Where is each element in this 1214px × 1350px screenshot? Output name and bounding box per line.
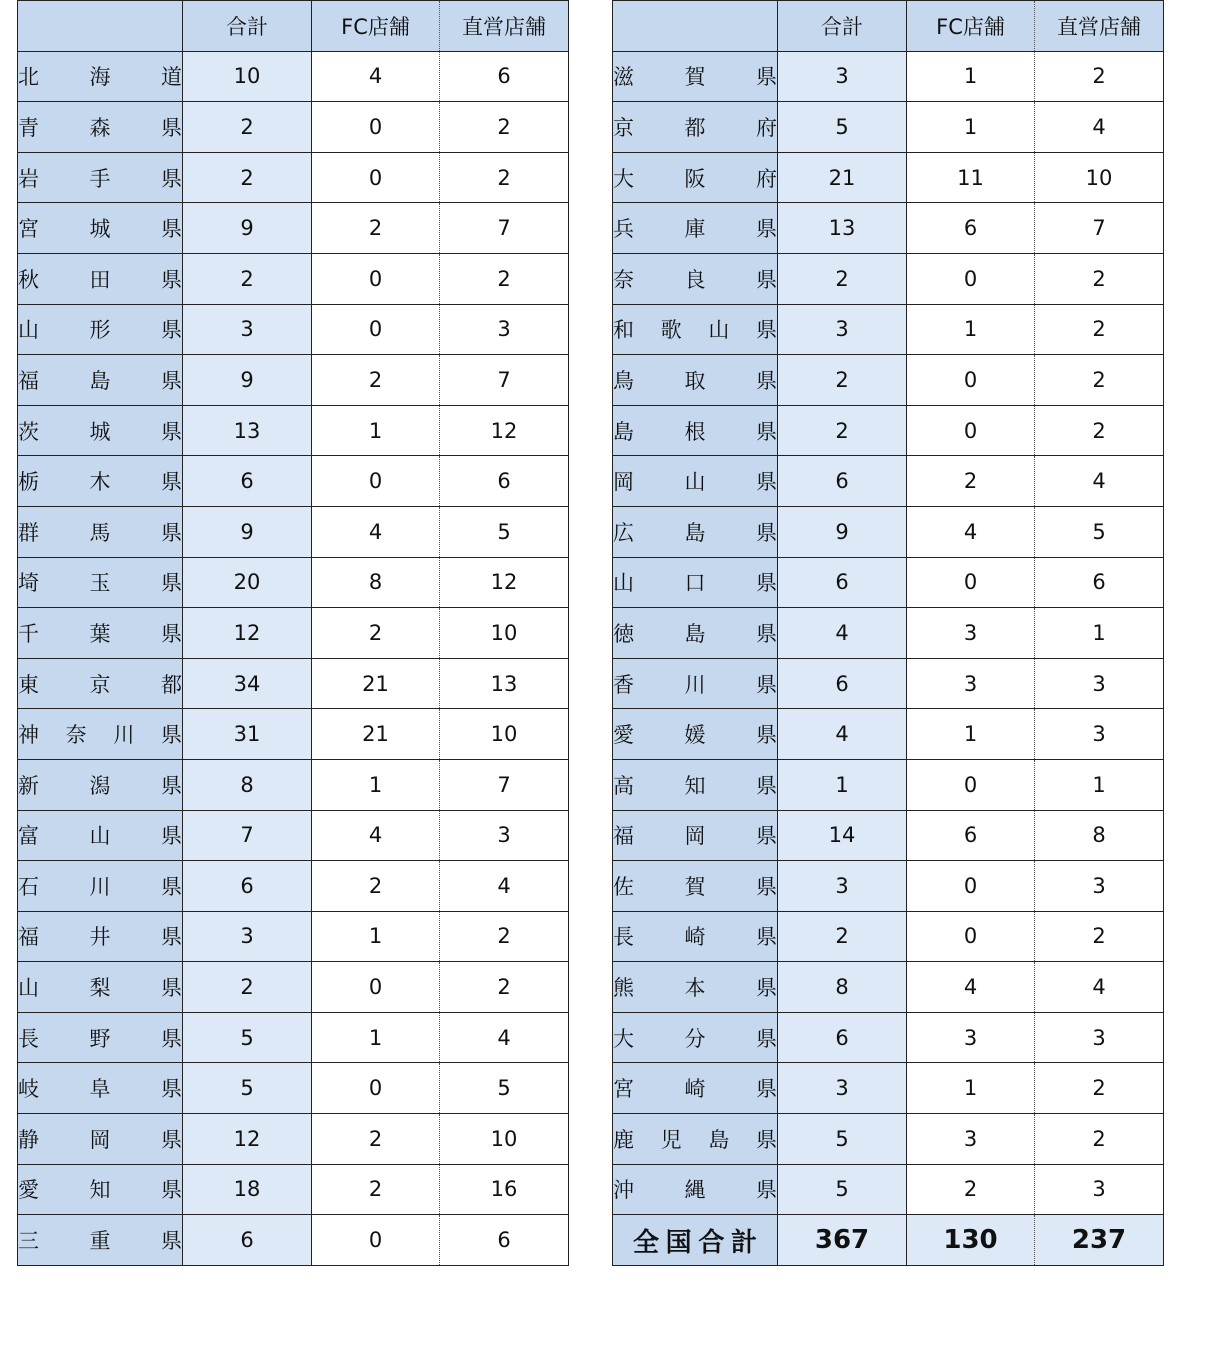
direct-count: 1 [1035,608,1164,659]
table-row [18,709,569,760]
prefecture-name: 青森県 [18,102,183,153]
total-count: 4 [778,709,907,760]
total-count: 6 [183,1215,312,1266]
direct-count: 4 [440,861,569,912]
table-row [18,1012,569,1063]
total-count: 5 [778,1114,907,1165]
total-count: 3 [778,861,907,912]
table-row [613,51,1164,102]
prefecture-name: 静岡県 [18,1114,183,1165]
prefecture-name: 和歌山県 [613,304,778,355]
direct-count: 3 [1035,709,1164,760]
total-count: 10 [183,51,312,102]
prefecture-name: 香川県 [613,658,778,709]
fc-count: 0 [312,304,440,355]
table-row [18,203,569,254]
total-count: 5 [778,1164,907,1215]
direct-count: 3 [1035,861,1164,912]
fc-count: 2 [312,1114,440,1165]
direct-count: 10 [440,1114,569,1165]
total-count: 18 [183,1164,312,1215]
direct-count: 2 [440,911,569,962]
table-row [613,152,1164,203]
total-count: 2 [778,911,907,962]
total-count: 6 [778,557,907,608]
header-direct: 直営店舗 [440,1,569,52]
table-row [18,1164,569,1215]
grand-total-row [613,1215,1164,1266]
prefecture-name: 徳島県 [613,608,778,659]
prefecture-name: 神奈川県 [18,709,183,760]
fc-count: 4 [907,962,1035,1013]
table-row [613,405,1164,456]
table-row [613,709,1164,760]
header-row [613,1,1164,52]
total-count: 8 [778,962,907,1013]
prefecture-name: 新潟県 [18,759,183,810]
table-row [613,608,1164,659]
prefecture-name: 広島県 [613,506,778,557]
direct-count: 7 [1035,203,1164,254]
fc-count: 0 [907,861,1035,912]
grand-total-count: 367 [778,1215,907,1266]
table-row [613,203,1164,254]
total-count: 14 [778,810,907,861]
table-row [613,355,1164,406]
table-row [18,152,569,203]
prefecture-name: 岡山県 [613,456,778,507]
fc-count: 11 [907,152,1035,203]
total-count: 20 [183,557,312,608]
total-count: 21 [778,152,907,203]
fc-count: 0 [312,1215,440,1266]
total-count: 3 [778,51,907,102]
fc-count: 1 [907,1063,1035,1114]
direct-count: 7 [440,355,569,406]
direct-count: 16 [440,1164,569,1215]
direct-count: 4 [1035,962,1164,1013]
prefecture-name: 岐阜県 [18,1063,183,1114]
header-name [18,1,183,52]
total-count: 2 [778,405,907,456]
direct-count: 2 [440,152,569,203]
header-fc: FC店舗 [312,1,440,52]
prefecture-name: 福岡県 [613,810,778,861]
total-count: 2 [778,355,907,406]
grand-total-fc: 130 [907,1215,1035,1266]
table-row [613,557,1164,608]
direct-count: 2 [1035,51,1164,102]
direct-count: 2 [1035,1114,1164,1165]
table-row [18,405,569,456]
header-direct: 直営店舗 [1035,1,1164,52]
direct-count: 5 [440,506,569,557]
prefecture-name: 大阪府 [613,152,778,203]
prefecture-name: 沖縄県 [613,1164,778,1215]
prefecture-name: 茨城県 [18,405,183,456]
direct-count: 5 [440,1063,569,1114]
total-count: 12 [183,608,312,659]
fc-count: 0 [312,962,440,1013]
fc-count: 1 [907,304,1035,355]
total-count: 13 [183,405,312,456]
header-row [18,1,569,52]
direct-count: 3 [1035,1012,1164,1063]
table-row [18,658,569,709]
fc-count: 2 [907,456,1035,507]
header-name [613,1,778,52]
total-count: 8 [183,759,312,810]
total-count: 6 [778,658,907,709]
table-row [18,810,569,861]
direct-count: 3 [1035,658,1164,709]
total-count: 5 [183,1012,312,1063]
fc-count: 2 [312,608,440,659]
prefecture-name: 奈良県 [613,253,778,304]
total-count: 6 [778,456,907,507]
direct-count: 2 [1035,1063,1164,1114]
prefecture-name: 千葉県 [18,608,183,659]
direct-count: 7 [440,759,569,810]
grand-total-label: 全国合計 [613,1215,778,1266]
store-table-right [612,0,1164,1266]
total-count: 2 [183,253,312,304]
total-count: 3 [183,911,312,962]
fc-count: 6 [907,203,1035,254]
total-count: 9 [778,506,907,557]
direct-count: 10 [440,709,569,760]
fc-count: 0 [907,355,1035,406]
prefecture-name: 山梨県 [18,962,183,1013]
fc-count: 1 [312,405,440,456]
table-row [18,355,569,406]
fc-count: 2 [312,203,440,254]
table-row [613,1063,1164,1114]
table-row [18,608,569,659]
direct-count: 6 [440,1215,569,1266]
total-count: 2 [778,253,907,304]
direct-count: 7 [440,203,569,254]
total-count: 4 [778,608,907,659]
fc-count: 1 [312,1012,440,1063]
total-count: 5 [183,1063,312,1114]
store-table-left [17,0,569,1266]
table-row [18,1063,569,1114]
direct-count: 1 [1035,759,1164,810]
fc-count: 21 [312,658,440,709]
prefecture-name: 鳥取県 [613,355,778,406]
fc-count: 4 [907,506,1035,557]
direct-count: 2 [440,253,569,304]
prefecture-name: 滋賀県 [613,51,778,102]
table-row [613,506,1164,557]
table-row [613,810,1164,861]
fc-count: 0 [907,405,1035,456]
prefecture-name: 京都府 [613,102,778,153]
total-count: 1 [778,759,907,810]
table-row [18,861,569,912]
direct-count: 4 [1035,102,1164,153]
direct-count: 2 [440,962,569,1013]
prefecture-name: 三重県 [18,1215,183,1266]
prefecture-name: 熊本県 [613,962,778,1013]
fc-count: 0 [312,102,440,153]
header-total: 合計 [778,1,907,52]
table-row [613,456,1164,507]
fc-count: 6 [907,810,1035,861]
total-count: 2 [183,962,312,1013]
total-count: 3 [183,304,312,355]
fc-count: 3 [907,658,1035,709]
direct-count: 8 [1035,810,1164,861]
table-row [613,304,1164,355]
prefecture-name: 群馬県 [18,506,183,557]
total-count: 9 [183,355,312,406]
prefecture-name: 長崎県 [613,911,778,962]
fc-count: 0 [312,152,440,203]
direct-count: 4 [440,1012,569,1063]
prefecture-name: 山形県 [18,304,183,355]
table-row [18,759,569,810]
table-row [18,962,569,1013]
total-count: 6 [778,1012,907,1063]
direct-count: 6 [1035,557,1164,608]
fc-count: 3 [907,608,1035,659]
table-row [18,456,569,507]
table-row [18,1114,569,1165]
prefecture-name: 宮崎県 [613,1063,778,1114]
direct-count: 2 [1035,253,1164,304]
table-row [18,557,569,608]
fc-count: 1 [907,102,1035,153]
fc-count: 0 [312,456,440,507]
grand-total-direct: 237 [1035,1215,1164,1266]
total-count: 31 [183,709,312,760]
table-row [613,1114,1164,1165]
prefecture-name: 山口県 [613,557,778,608]
direct-count: 5 [1035,506,1164,557]
fc-count: 0 [312,1063,440,1114]
total-count: 6 [183,861,312,912]
direct-count: 12 [440,405,569,456]
total-count: 6 [183,456,312,507]
fc-count: 0 [907,759,1035,810]
direct-count: 2 [1035,405,1164,456]
direct-count: 10 [1035,152,1164,203]
direct-count: 2 [440,102,569,153]
table-row [613,962,1164,1013]
table-row [18,911,569,962]
fc-count: 1 [907,51,1035,102]
direct-count: 6 [440,51,569,102]
total-count: 2 [183,152,312,203]
direct-count: 13 [440,658,569,709]
fc-count: 2 [312,1164,440,1215]
fc-count: 2 [312,861,440,912]
fc-count: 4 [312,506,440,557]
fc-count: 1 [907,709,1035,760]
fc-count: 2 [312,355,440,406]
table-row [613,759,1164,810]
fc-count: 1 [312,911,440,962]
prefecture-name: 島根県 [613,405,778,456]
fc-count: 0 [907,557,1035,608]
table-row [613,253,1164,304]
prefecture-name: 東京都 [18,658,183,709]
direct-count: 2 [1035,304,1164,355]
prefecture-name: 石川県 [18,861,183,912]
table-row [18,1215,569,1266]
table-row [613,658,1164,709]
total-count: 9 [183,203,312,254]
prefecture-name: 長野県 [18,1012,183,1063]
total-count: 9 [183,506,312,557]
fc-count: 4 [312,810,440,861]
total-count: 13 [778,203,907,254]
prefecture-name: 富山県 [18,810,183,861]
prefecture-name: 福島県 [18,355,183,406]
prefecture-name: 愛知県 [18,1164,183,1215]
prefecture-name: 佐賀県 [613,861,778,912]
table-row [613,861,1164,912]
total-count: 3 [778,1063,907,1114]
table-row [613,911,1164,962]
fc-count: 21 [312,709,440,760]
header-fc: FC店舗 [907,1,1035,52]
total-count: 3 [778,304,907,355]
prefecture-name: 埼玉県 [18,557,183,608]
table-row [18,506,569,557]
fc-count: 3 [907,1012,1035,1063]
total-count: 2 [183,102,312,153]
prefecture-name: 秋田県 [18,253,183,304]
direct-count: 3 [440,304,569,355]
table-row [18,51,569,102]
table-row [613,1164,1164,1215]
total-count: 12 [183,1114,312,1165]
direct-count: 3 [440,810,569,861]
direct-count: 4 [1035,456,1164,507]
fc-count: 3 [907,1114,1035,1165]
table-row [18,253,569,304]
fc-count: 1 [312,759,440,810]
prefecture-name: 宮城県 [18,203,183,254]
fc-count: 4 [312,51,440,102]
direct-count: 2 [1035,911,1164,962]
header-total: 合計 [183,1,312,52]
direct-count: 3 [1035,1164,1164,1215]
prefecture-name: 鹿児島県 [613,1114,778,1165]
prefecture-name: 北海道 [18,51,183,102]
fc-count: 0 [907,253,1035,304]
prefecture-name: 岩手県 [18,152,183,203]
table-row [613,102,1164,153]
table-row [18,304,569,355]
fc-count: 2 [907,1164,1035,1215]
direct-count: 12 [440,557,569,608]
prefecture-name: 愛媛県 [613,709,778,760]
table-row [613,1012,1164,1063]
direct-count: 10 [440,608,569,659]
total-count: 7 [183,810,312,861]
prefecture-name: 福井県 [18,911,183,962]
fc-count: 0 [907,911,1035,962]
table-row [18,102,569,153]
prefecture-name: 大分県 [613,1012,778,1063]
direct-count: 2 [1035,355,1164,406]
total-count: 34 [183,658,312,709]
prefecture-name: 栃木県 [18,456,183,507]
total-count: 5 [778,102,907,153]
prefecture-name: 兵庫県 [613,203,778,254]
fc-count: 0 [312,253,440,304]
prefecture-name: 高知県 [613,759,778,810]
direct-count: 6 [440,456,569,507]
fc-count: 8 [312,557,440,608]
